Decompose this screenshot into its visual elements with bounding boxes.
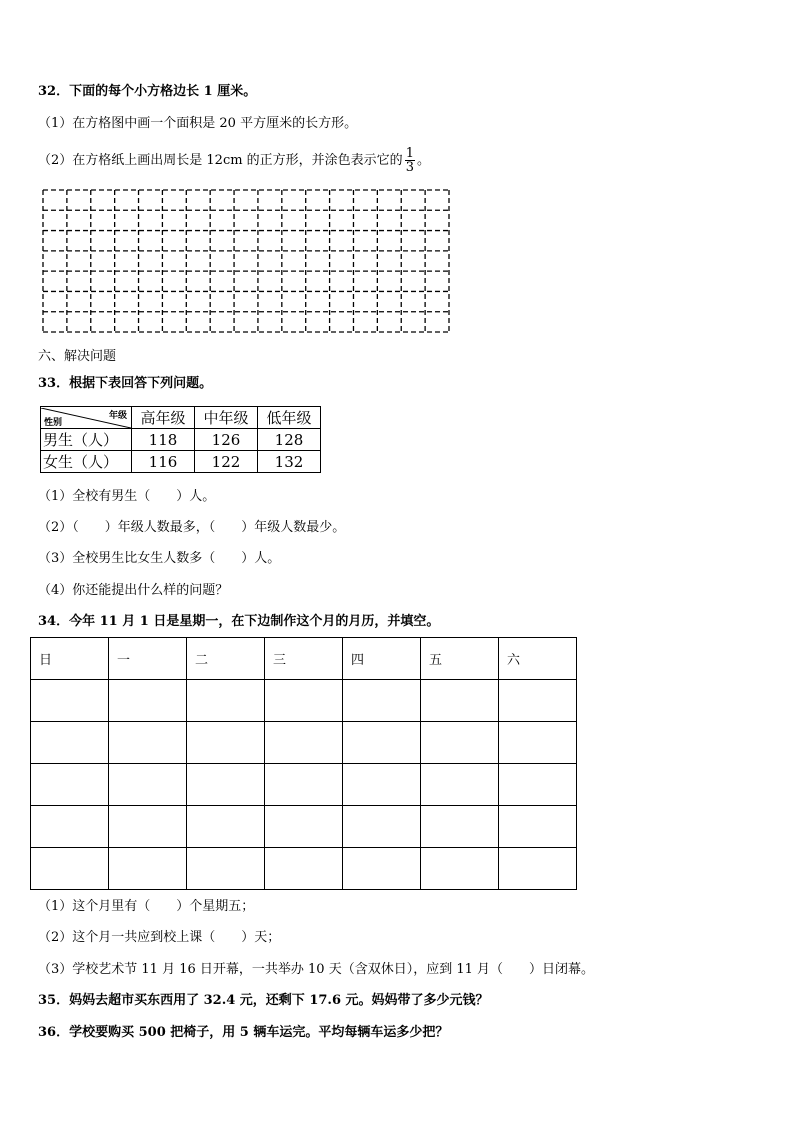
cell-boys-mid: 126 [195, 429, 258, 451]
q32-sub2-end: 。 [416, 153, 430, 168]
calendar-cell[interactable] [265, 680, 343, 722]
cell-girls-low: 132 [258, 451, 321, 473]
calendar-cell[interactable] [31, 680, 109, 722]
calendar-cell[interactable] [343, 764, 421, 806]
calendar-cell[interactable] [343, 722, 421, 764]
cell-boys-low: 128 [258, 429, 321, 451]
calendar-cell[interactable] [265, 806, 343, 848]
section-heading: 六、解决问题 [38, 349, 117, 364]
calendar-cell[interactable] [499, 722, 577, 764]
q35-text: 35．妈妈去超市买东西用了 32.4 元，还剩下 17.6 元。妈妈带了多少元钱？ [38, 993, 489, 1008]
calendar-cell[interactable] [265, 722, 343, 764]
diagonal-header-cell [41, 407, 132, 429]
header-high: 高年级 [132, 407, 195, 429]
table-row [41, 429, 321, 451]
day-monday: 一 [109, 638, 187, 680]
day-friday: 五 [421, 638, 499, 680]
q33-sub4: （4）你还能提出什么样的问题？ [38, 583, 229, 598]
calendar-cell[interactable] [109, 680, 187, 722]
calendar-cell[interactable] [343, 848, 421, 890]
calendar-header-row [31, 638, 577, 680]
calendar-cell[interactable] [343, 806, 421, 848]
calendar-cell[interactable] [109, 848, 187, 890]
fraction-numerator: 1 [405, 146, 414, 161]
grade-stats-table [40, 406, 321, 473]
q34-sub2: （2）这个月一共应到校上课（ ）天； [38, 930, 281, 945]
day-wednesday: 三 [265, 638, 343, 680]
q32-sub2-text: （2）在方格纸上画出周长是 12cm 的正方形，并涂色表示它的 [38, 153, 403, 168]
q34-title: 34．今年 11 月 1 日是星期一，在下边制作这个月的月历，并填空。 [38, 614, 440, 629]
calendar-body [31, 680, 577, 890]
calendar-cell[interactable] [343, 680, 421, 722]
calendar-week-row [31, 764, 577, 806]
calendar-cell[interactable] [109, 806, 187, 848]
calendar-cell[interactable] [421, 764, 499, 806]
calendar-week-row [31, 848, 577, 890]
header-mid: 中年级 [195, 407, 258, 429]
cell-girls-high: 116 [132, 451, 195, 473]
calendar-cell[interactable] [499, 680, 577, 722]
q32-sub2 [38, 146, 430, 176]
table-row [41, 451, 321, 473]
calendar-cell[interactable] [187, 680, 265, 722]
q34-sub3: （3）学校艺术节 11 月 16 日开幕，一共举办 10 天（含双休日），应到 11 月（ ）日闭幕。 [38, 962, 594, 977]
q33-sub2: （2）（ ）年级人数最多，（ ）年级人数最少。 [38, 520, 346, 535]
q32-title: 32．下面的每个小方格边长 1 厘米。 [38, 84, 257, 99]
calendar-cell[interactable] [499, 806, 577, 848]
q33-sub1: （1）全校有男生（ ）人。 [38, 489, 216, 504]
day-thursday: 四 [343, 638, 421, 680]
cell-boys-high: 118 [132, 429, 195, 451]
day-tuesday: 二 [187, 638, 265, 680]
day-saturday: 六 [499, 638, 577, 680]
calendar-cell[interactable] [31, 806, 109, 848]
calendar-cell[interactable] [421, 806, 499, 848]
calendar-cell[interactable] [265, 848, 343, 890]
q36-text: 36．学校要购买 500 把椅子，用 5 辆车运完。平均每辆车运多少把？ [38, 1025, 449, 1040]
calendar-cell[interactable] [421, 848, 499, 890]
calendar-cell[interactable] [187, 848, 265, 890]
q33-title: 33．根据下表回答下列问题。 [38, 376, 213, 391]
dashed-square-grid [42, 189, 450, 333]
calendar-cell[interactable] [109, 764, 187, 806]
q34-sub1: （1）这个月里有（ ）个星期五； [38, 899, 255, 914]
row-label-boys: 男生（人） [41, 429, 132, 451]
calendar-cell[interactable] [499, 848, 577, 890]
calendar-cell[interactable] [31, 848, 109, 890]
diag-label-gender: 性别 [44, 417, 63, 428]
calendar-cell[interactable] [187, 806, 265, 848]
table-header-row [41, 407, 321, 429]
calendar-week-row [31, 680, 577, 722]
calendar-cell[interactable] [31, 722, 109, 764]
day-sunday: 日 [31, 638, 109, 680]
calendar-cell[interactable] [421, 722, 499, 764]
calendar-cell[interactable] [265, 764, 343, 806]
calendar-cell[interactable] [421, 680, 499, 722]
calendar-cell[interactable] [499, 764, 577, 806]
fraction-denominator: 3 [405, 160, 414, 175]
q32-sub1: （1）在方格图中画一个面积是 20 平方厘米的长方形。 [38, 116, 358, 131]
calendar-week-row [31, 806, 577, 848]
calendar-cell[interactable] [109, 722, 187, 764]
cell-girls-mid: 122 [195, 451, 258, 473]
diag-label-grade: 年级 [108, 410, 127, 421]
calendar-week-row [31, 722, 577, 764]
calendar-cell[interactable] [31, 764, 109, 806]
header-low: 低年级 [258, 407, 321, 429]
calendar-cell[interactable] [187, 722, 265, 764]
fraction-one-third [405, 147, 415, 174]
q33-sub3: （3）全校男生比女生人数多（ ）人。 [38, 551, 281, 566]
row-label-girls: 女生（人） [41, 451, 132, 473]
calendar-cell[interactable] [187, 764, 265, 806]
calendar-table [30, 637, 577, 890]
